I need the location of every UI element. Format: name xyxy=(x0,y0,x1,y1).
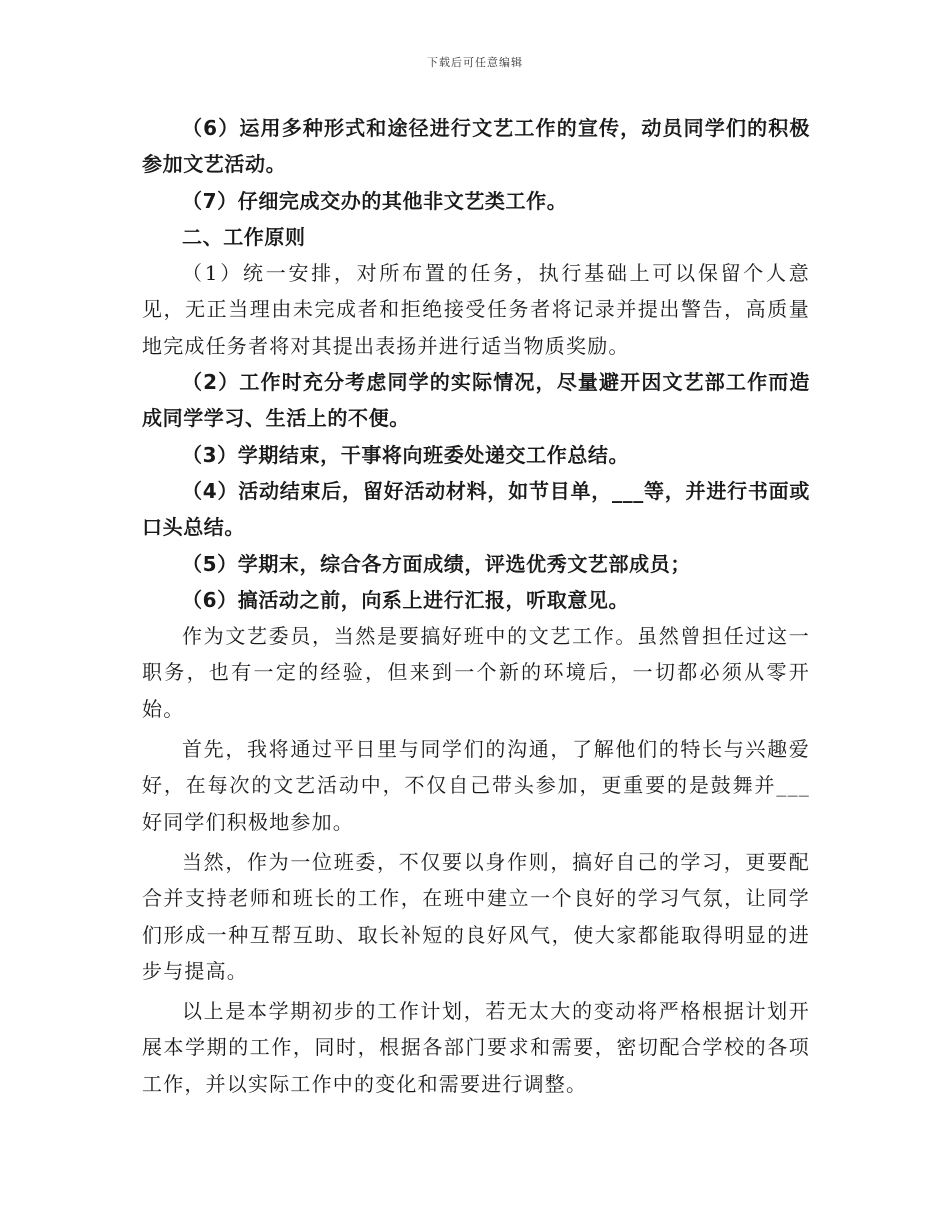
section-heading-work-principles: 二、工作原则 xyxy=(182,224,306,249)
paragraph-6-publicity: （6）运用多种形式和途径进行文艺工作的宣传，动员同学们的积极参加文艺活动。 xyxy=(142,116,810,177)
paragraph-principle-3: （3）学期结束，干事将向班委处递交工作总结。 xyxy=(182,442,630,467)
paragraph-conclusion: 以上是本学期初步的工作计划，若无太大的变动将严格根据计划开展本学期的工作，同时，根据各部门要求和需要，密切配合学校的各项工作，并以实际工作中的变化和需要进行调整。 xyxy=(142,999,810,1096)
paragraph-principle-6: （6）搞活动之前，向系上进行汇报，听取意见。 xyxy=(182,587,630,612)
paragraph-committee-duty: 当然，作为一位班委，不仅要以身作则，搞好自己的学习，更要配合并支持老师和班长的工作，在班中建立一个良好的学习气氛，让同学们形成一种互帮互助、取长补短的良好风气，使大家都能取得明显的进步与提高。 xyxy=(142,849,810,983)
paragraph-principle-5: （5）学期末，综合各方面成绩，评选优秀文艺部成员； xyxy=(182,551,691,576)
paragraph-principle-4: （4）活动结束后，留好活动材料，如节目单，___等，并进行书面或口头总结。 xyxy=(142,478,810,540)
page-header: 下载后可任意编辑 xyxy=(427,56,523,69)
paragraph-role-intro: 作为文艺委员，当然是要搞好班中的文艺工作。虽然曾担任过这一职务，也有一定的经验，但来到一个新的环境后，一切都必须从零开始。 xyxy=(142,624,810,721)
paragraph-first-plan: 首先，我将通过平日里与同学们的沟通，了解他们的特长与兴趣爱好，在每次的文艺活动中，不仅自己带头参加，更重要的是鼓舞并___好同学们积极地参加。 xyxy=(142,737,810,834)
paragraph-principle-1: （1）统一安排，对所布置的任务，执行基础上可以保留个人意见，无正当理由未完成者和拒绝接受任务者将记录并提出警告，高质量地完成任务者将对其提出表扬并进行适当物质奖励。 xyxy=(142,261,810,358)
document-body xyxy=(142,110,810,1102)
paragraph-principle-2: （2）工作时充分考虑同学的实际情况，尽量避开因文艺部工作而造成同学学习、生活上的不便。 xyxy=(142,370,810,431)
paragraph-7-other-work: （7）仔细完成交办的其他非文艺类工作。 xyxy=(182,188,568,213)
